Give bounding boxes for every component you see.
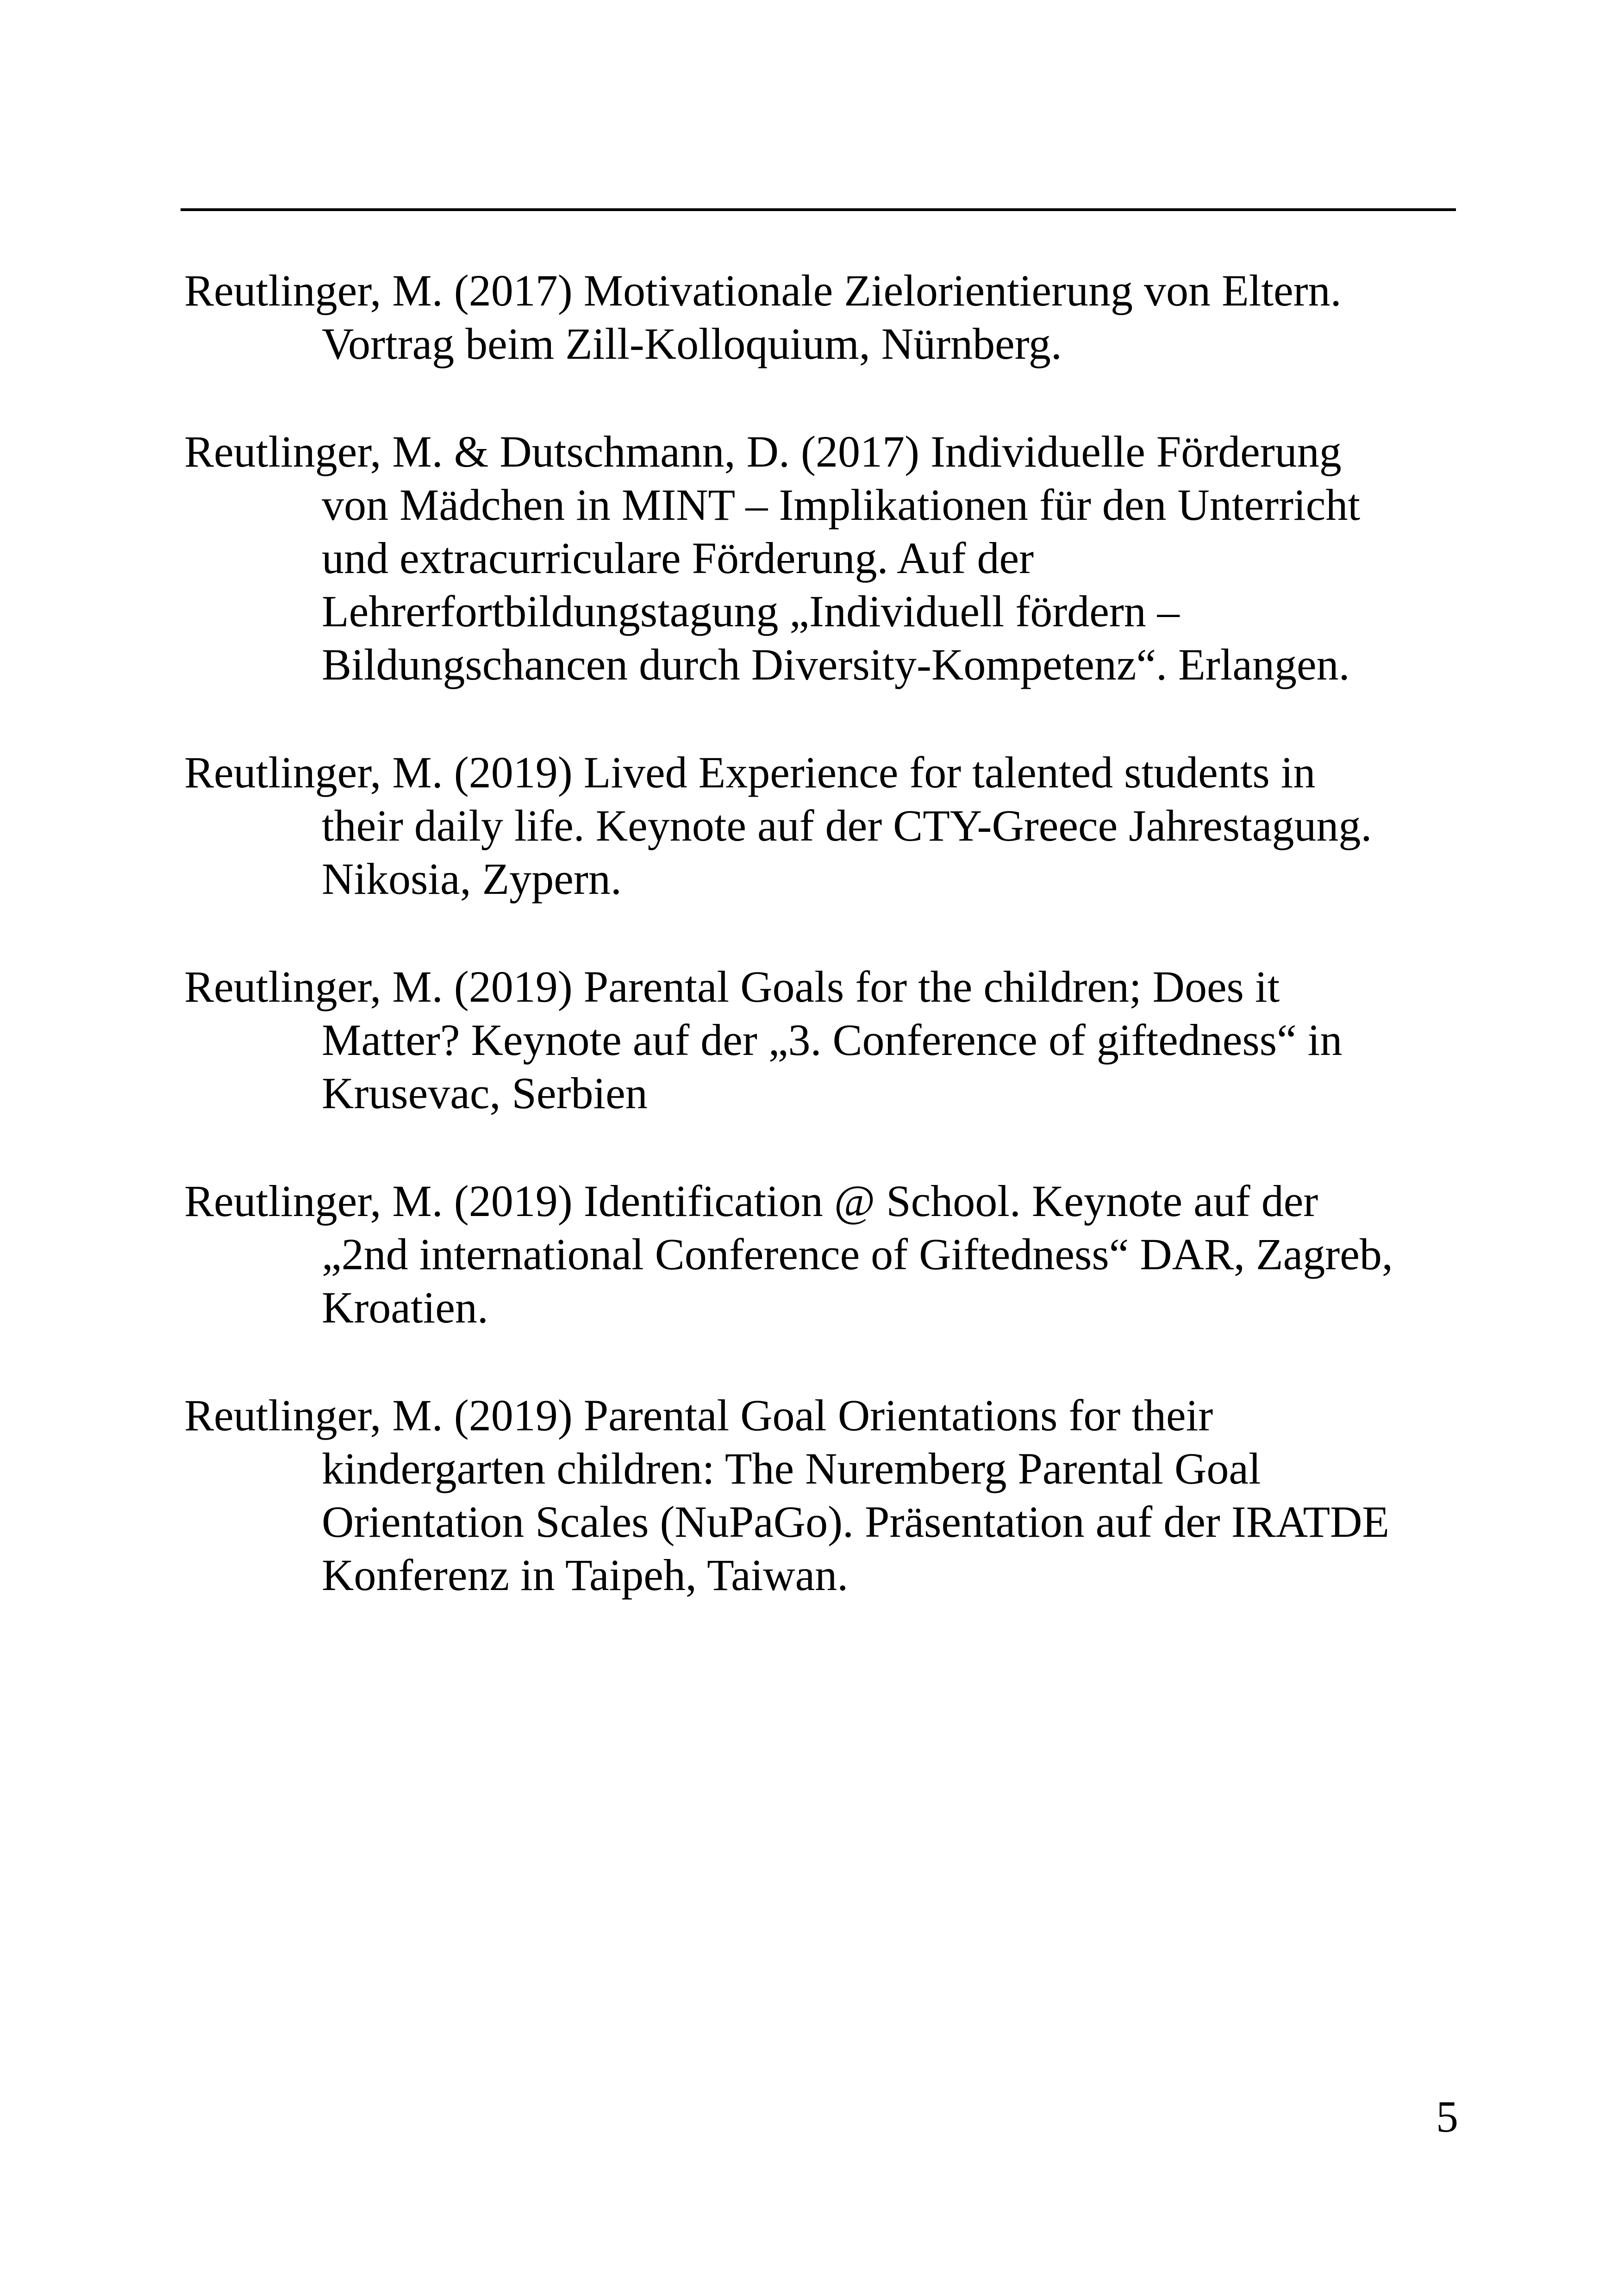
- reference-entry: [184, 425, 1462, 691]
- reference-line: Bildungschancen durch Diversity-Kompetenz“. Erlangen.: [322, 640, 1350, 689]
- page-number: 5: [1436, 2092, 1458, 2141]
- reference-list: [184, 264, 1462, 1656]
- header-rule: [181, 208, 1456, 211]
- reference-entry: [184, 1389, 1462, 1602]
- reference-entry: [184, 960, 1462, 1120]
- reference-line: Konferenz in Taipeh, Taiwan.: [322, 1550, 849, 1600]
- reference-line: Lehrerfortbildungstagung „Individuell fördern –: [322, 586, 1180, 636]
- reference-entry: [184, 746, 1462, 905]
- reference-line: „2nd international Conference of Giftedness“ DAR, Zagreb,: [322, 1229, 1393, 1279]
- reference-line: und extracurriculare Förderung. Auf der: [322, 533, 1034, 583]
- reference-line: Nikosia, Zypern.: [322, 854, 622, 904]
- reference-line: Kroatien.: [322, 1283, 488, 1332]
- reference-line: kindergarten children: The Nuremberg Parental Goal: [322, 1444, 1261, 1493]
- reference-line: Matter? Keynote auf der „3. Conference of giftedness“ in: [322, 1015, 1343, 1065]
- reference-entry: [184, 1174, 1462, 1334]
- reference-line: Reutlinger, M. & Dutschmann, D. (2017) Individuelle Förderung: [184, 427, 1342, 476]
- reference-line: Reutlinger, M. (2019) Parental Goals for the children; Does it: [184, 962, 1280, 1011]
- reference-line: their daily life. Keynote auf der CTY-Greece Jahrestagung.: [322, 801, 1372, 850]
- reference-line: Reutlinger, M. (2019) Parental Goal Orientations for their: [184, 1391, 1213, 1440]
- reference-line: von Mädchen in MINT – Implikationen für den Unterricht: [322, 480, 1361, 530]
- reference-line: Reutlinger, M. (2017) Motivationale Zielorientierung von Eltern.: [184, 266, 1342, 315]
- reference-line: Vortrag beim Zill-Kolloquium, Nürnberg.: [322, 319, 1062, 368]
- reference-line: Reutlinger, M. (2019) Identification @ School. Keynote auf der: [184, 1176, 1318, 1226]
- reference-line: Krusevac, Serbien: [322, 1068, 648, 1118]
- reference-line: Orientation Scales (NuPaGo). Präsentation auf der IRATDE: [322, 1497, 1390, 1547]
- reference-line: Reutlinger, M. (2019) Lived Experience for talented students in: [184, 748, 1316, 797]
- reference-entry: [184, 264, 1462, 370]
